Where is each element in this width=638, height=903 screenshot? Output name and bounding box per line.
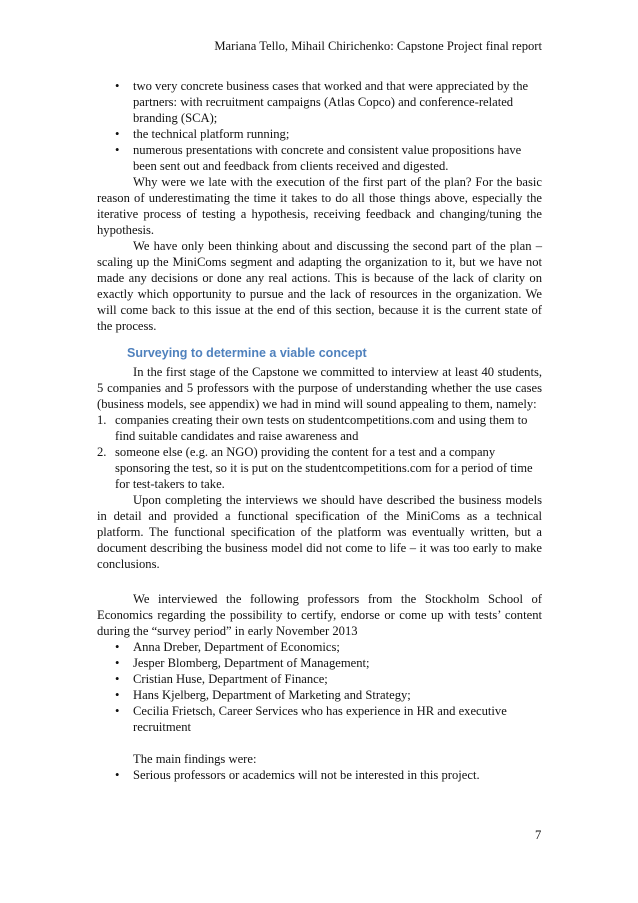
list-item: 1. companies creating their own tests on studentcompetitions.com and using them to find suitable candidates and raise awareness and xyxy=(97,413,528,443)
list-item: • Cecilia Frietsch, Career Services who has experience in HR and executive recruitment xyxy=(115,704,507,734)
professors-list xyxy=(97,639,542,735)
list-item: • Anna Dreber, Department of Economics; xyxy=(115,640,340,654)
paragraph-main-findings: The main findings were: xyxy=(133,752,257,766)
achievements-list xyxy=(97,78,542,174)
running-header: Mariana Tello, Mihail Chirichenko: Capstone Project final report xyxy=(214,39,542,53)
bullet-icon: • xyxy=(115,127,120,141)
bullet-icon: • xyxy=(115,656,120,670)
paragraph-second-part: We have only been thinking about and discussing the second part of the plan – scaling up the MiniComs segment and adapting the organization to it, but we have not made any decisions or done any real actions. This is because of the lack of clarity on exactly which opportunity to pursue and the lack of resources in the organization. We will come back to this issue at the end of this section, because it is the current state of the process. xyxy=(97,239,542,333)
bullet-icon: • xyxy=(115,672,120,686)
paragraph-completing: Upon completing the interviews we should have described the business models in detail and provided a functional specification of the MiniComs as a technical platform. The functional specification of the platform was eventually written, but a document describing the business model did not come to life – it was too early to make conclusions. xyxy=(97,493,542,571)
page-content xyxy=(97,78,542,783)
paragraph-first-stage: In the first stage of the Capstone we committed to interview at least 40 students, 5 companies and 5 professors with the purpose of understanding whether the use cases (business models, see appendix) we had in mind will sound appealing to them, namely: xyxy=(97,365,542,411)
list-item: • the technical platform running; xyxy=(115,127,290,141)
bullet-icon: • xyxy=(115,704,120,718)
bullet-icon: • xyxy=(115,79,120,93)
paragraph-late: Why were we late with the execution of the first part of the plan? For the basic reason of underestimating the time it takes to do all those things above, especially the iterative process of testing a hypothesis, receiving feedback and changing/tuning the hypothesis. xyxy=(97,175,542,237)
page-number: 7 xyxy=(535,828,542,842)
list-item: • two very concrete business cases that worked and that were appreciated by the partners: with recruitment campaigns (Atlas Copco) and conference-related branding (SCA); xyxy=(115,79,529,125)
list-item: • Cristian Huse, Department of Finance; xyxy=(115,672,328,686)
findings-list xyxy=(97,767,542,783)
bullet-icon: • xyxy=(115,143,120,157)
list-item: • numerous presentations with concrete and consistent value propositions have been sent out and feedback from clients received and digested. xyxy=(115,143,522,173)
paragraph-interviewed: We interviewed the following professors from the Stockholm School of Economics regarding the possibility to certify, endorse or come up with tests’ content during the “survey period” in early November 2013 xyxy=(97,592,542,638)
list-item: • Hans Kjelberg, Department of Marketing and Strategy; xyxy=(115,688,411,702)
list-item: • Jesper Blomberg, Department of Management; xyxy=(115,656,370,670)
section-heading: Surveying to determine a viable concept xyxy=(127,346,367,360)
list-number: 2. xyxy=(97,445,107,459)
list-item: 2. someone else (e.g. an NGO) providing the content for a test and a company sponsoring the test, so it is put on the studentcompetitions.com for a period of time for test-takers to take. xyxy=(97,445,533,491)
list-item: • Serious professors or academics will not be interested in this project. xyxy=(115,768,480,782)
bullet-icon: • xyxy=(115,688,120,702)
list-number: 1. xyxy=(97,413,107,427)
bullet-icon: • xyxy=(115,640,120,654)
use-cases-list xyxy=(97,412,542,492)
bullet-icon: • xyxy=(115,768,120,782)
